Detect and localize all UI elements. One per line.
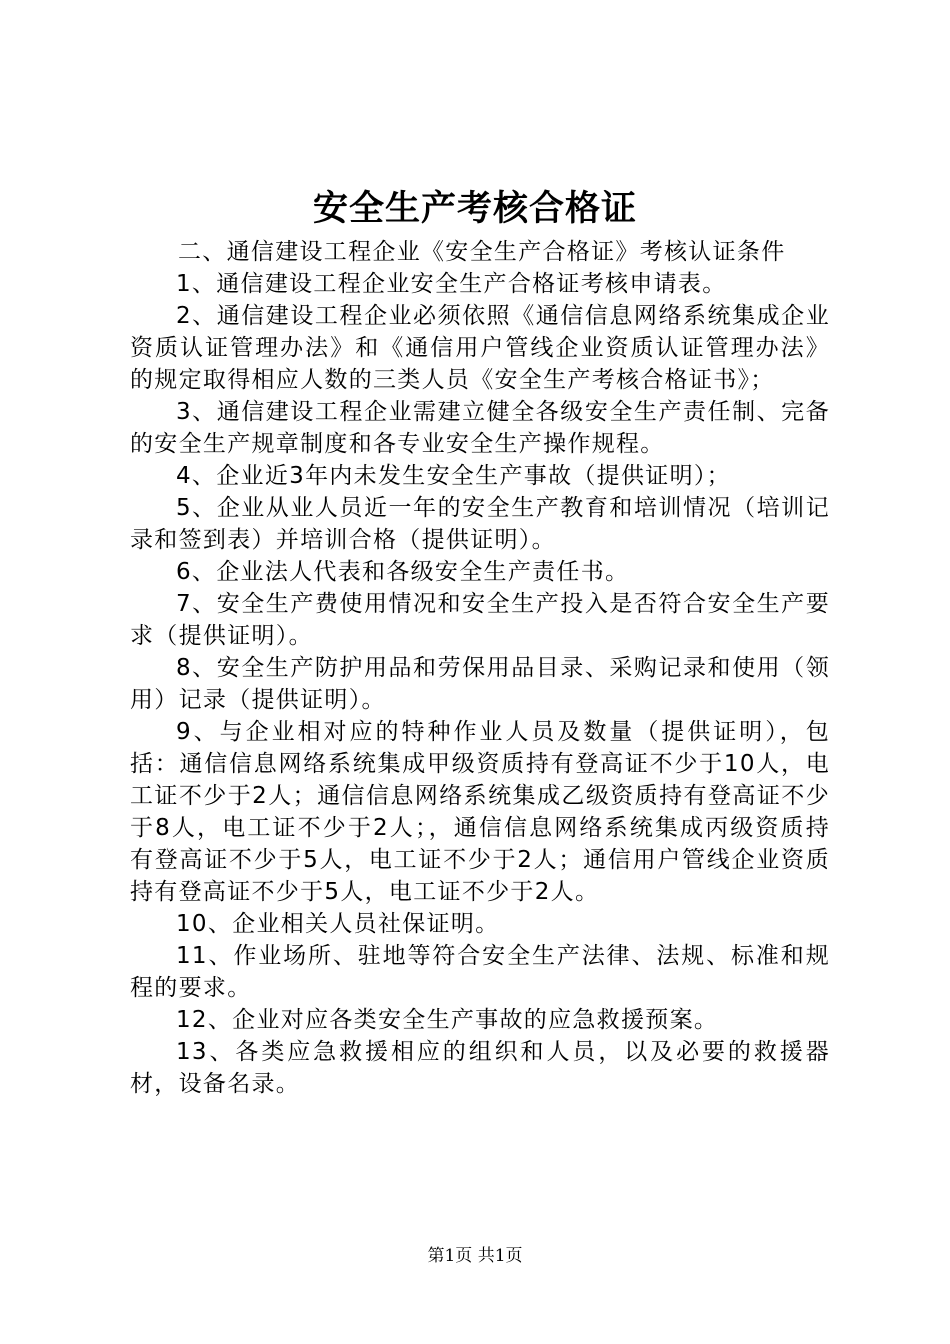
- requirement-item-7: 7、安全生产费使用情况和安全生产投入是否符合安全生产要求（提供证明）。: [130, 591, 830, 649]
- requirement-item-6: 6、企业法人代表和各级安全生产责任书。: [176, 559, 630, 585]
- page-number-footer: 第1页 共1页: [427, 1246, 523, 1266]
- requirement-item-10: 10、企业相关人员社保证明。: [176, 911, 500, 937]
- requirement-item-2: 2、通信建设工程企业必须依照《通信信息网络系统集成企业资质认证管理办法》和《通信用户管线企业资质认证管理办法》的规定取得相应人数的三类人员《安全生产考核合格证书》；: [130, 303, 830, 393]
- requirement-item-8: 8、安全生产防护用品和劳保用品目录、采购记录和使用（领用）记录（提供证明）。: [130, 655, 830, 713]
- requirement-item-1: 1、通信建设工程企业安全生产合格证考核申请表。: [176, 271, 727, 297]
- requirement-item-3: 3、通信建设工程企业需建立健全各级安全生产责任制、完备的安全生产规章制度和各专业安全生产操作规程。: [130, 399, 830, 457]
- requirement-item-13: 13、各类应急救援相应的组织和人员，以及必要的救援器材，设备名录。: [130, 1039, 830, 1097]
- requirement-item-11: 11、作业场所、驻地等符合安全生产法律、法规、标准和规程的要求。: [130, 943, 830, 1001]
- requirement-item-5: 5、企业从业人员近一年的安全生产教育和培训情况（培训记录和签到表）并培训合格（提供证明）。: [130, 495, 830, 553]
- requirement-item-12: 12、企业对应各类安全生产事故的应急救援预案。: [176, 1007, 719, 1033]
- section-heading: 二、通信建设工程企业《安全生产合格证》考核认证条件: [178, 239, 786, 265]
- requirement-item-4: 4、企业近3年内未发生安全生产事故（提供证明）；: [176, 463, 731, 489]
- document-title: 安全生产考核合格证: [312, 188, 637, 229]
- requirement-item-9: 9、与企业相对应的特种作业人员及数量（提供证明），包括：通信信息网络系统集成甲级资质持有登高证不少于10人，电工证不少于2人；通信信息网络系统集成乙级资质持有登高证不少于8人，电工证不少于2人；，通信信息网络系统集成丙级资质持有登高证不少于5人，电工证不少于2人；通信用户管线企业资质持有登高证不少于5人，电工证不少于2人。: [130, 719, 830, 905]
- document-body: [130, 236, 830, 1100]
